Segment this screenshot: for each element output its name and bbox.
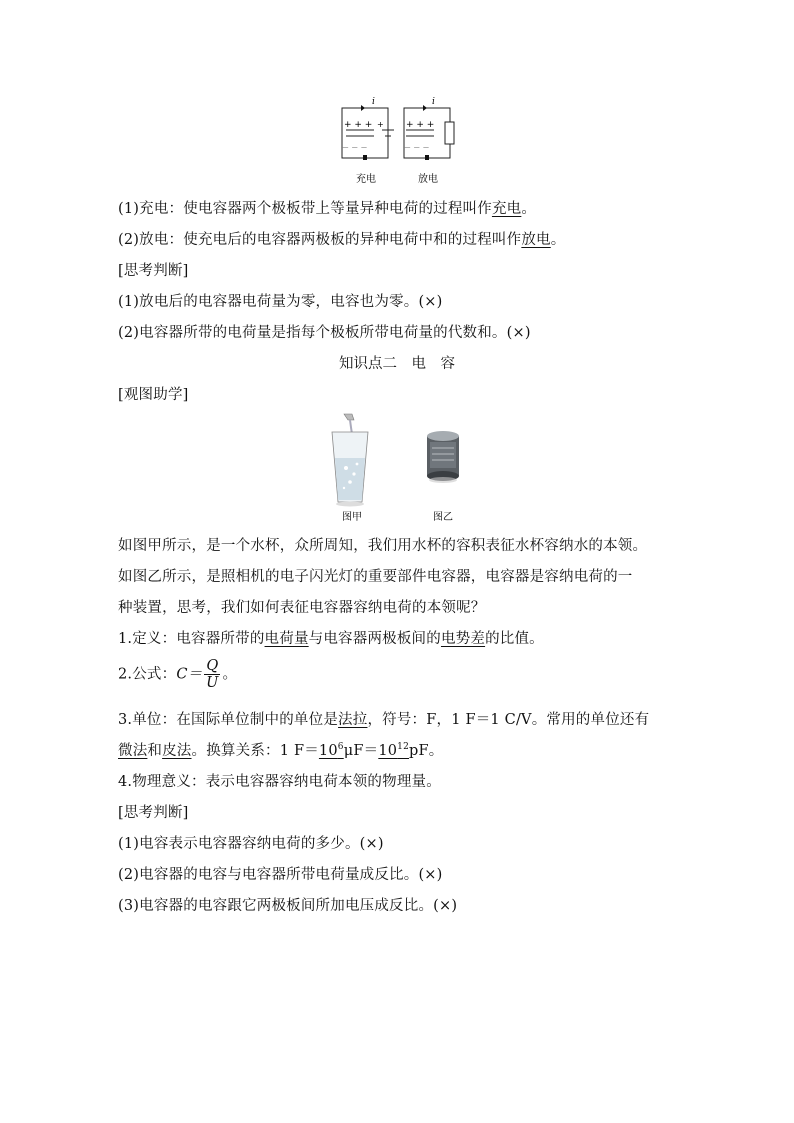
caption-figure-a: 图甲	[342, 512, 362, 523]
unit-line-2: 微法和皮法。换算关系：1 $F=10^6\mu F=10^{12}pF$。	[118, 742, 444, 759]
unit-farad: 法拉	[338, 712, 368, 728]
judge-header-2: [思考判断]	[118, 805, 189, 821]
judge-2-1: (1)电容表示电容器容纳电荷的多少。(×)	[118, 836, 384, 852]
charge-discharge-figure	[330, 94, 470, 186]
caption-figure-b: 图乙	[433, 512, 453, 523]
formula: 2.公式：C＝ $\frac{Q}{U}$ 。	[118, 658, 238, 691]
battery-sign: +	[377, 120, 384, 129]
minus-signs-left: － － －	[342, 144, 368, 152]
current-label-left: i	[372, 97, 375, 107]
judge-2-3: (3)电容器的电容跟它两极板间所加电压成反比。(×)	[118, 898, 458, 914]
charge-definition: (1)充电：使电容器两个极板带上等量异种电荷的过程叫作充电。	[118, 201, 537, 217]
exponent-12: $10^{12}$	[378, 742, 410, 759]
water-glass-icon	[332, 432, 368, 507]
discharge-term: 放电	[521, 232, 551, 248]
plus-signs-right: + + +	[406, 120, 435, 130]
guan-tu-header: [观图助学]	[118, 387, 189, 403]
judge-header-1: [思考判断]	[118, 263, 189, 279]
discharge-definition: (2)放电：使充电后的电容器两极板的异种电荷中和的过程叫作放电。	[118, 232, 566, 248]
judge-1-2: (2)电容器所带的电荷量是指每个极板所带电荷量的代数和。(×)	[118, 325, 531, 341]
caption-charge: 充电	[356, 174, 376, 185]
definition: 1.定义：电容器所带的电荷量与电容器两极板间的电势差的比值。	[118, 631, 544, 647]
plus-signs-left: + + +	[344, 120, 373, 130]
unit-microfarad: 微法	[118, 743, 148, 759]
section-title: 知识点二 电 容	[339, 356, 455, 372]
unit-picofarad: 皮法	[162, 743, 192, 759]
unit-line-1: 3.单位：在国际单位制中的单位是法拉，符号：F，1 F＝1 C/V。常用的单位还有	[118, 712, 650, 728]
exponent-6: $10^6$	[318, 742, 344, 759]
minus-signs-right: － － －	[404, 144, 430, 152]
term-charge-quantity: 电荷量	[264, 631, 309, 647]
judge-1-1: (1)放电后的电容器电荷量为零，电容也为零。(×)	[118, 294, 443, 310]
term-potential-difference: 电势差	[440, 631, 486, 647]
formula-fraction: $\frac{Q}{U}$	[206, 658, 219, 691]
current-label-right: i	[432, 97, 435, 107]
glass-capacitor-figure	[326, 412, 476, 524]
physical-meaning: 4.物理意义：表示电容器容纳电荷本领的物理量。	[118, 774, 441, 790]
judge-2-2: (2)电容器的电容与电容器所带电荷量成反比。(×)	[118, 867, 443, 883]
paragraph-2b: 种装置，思考，我们如何表征电容器容纳电荷的本领呢？	[118, 600, 486, 616]
paragraph-2a: 如图乙所示，是照相机的电子闪光灯的重要部件电容器，电容器是容纳电荷的一	[118, 569, 633, 585]
capacitor-icon	[427, 431, 459, 483]
caption-discharge: 放电	[418, 174, 438, 185]
charge-term: 充电	[491, 201, 522, 217]
paragraph-1: 如图甲所示，是一个水杯，众所周知，我们用水杯的容积表征水杯容纳水的本领。	[118, 538, 648, 554]
